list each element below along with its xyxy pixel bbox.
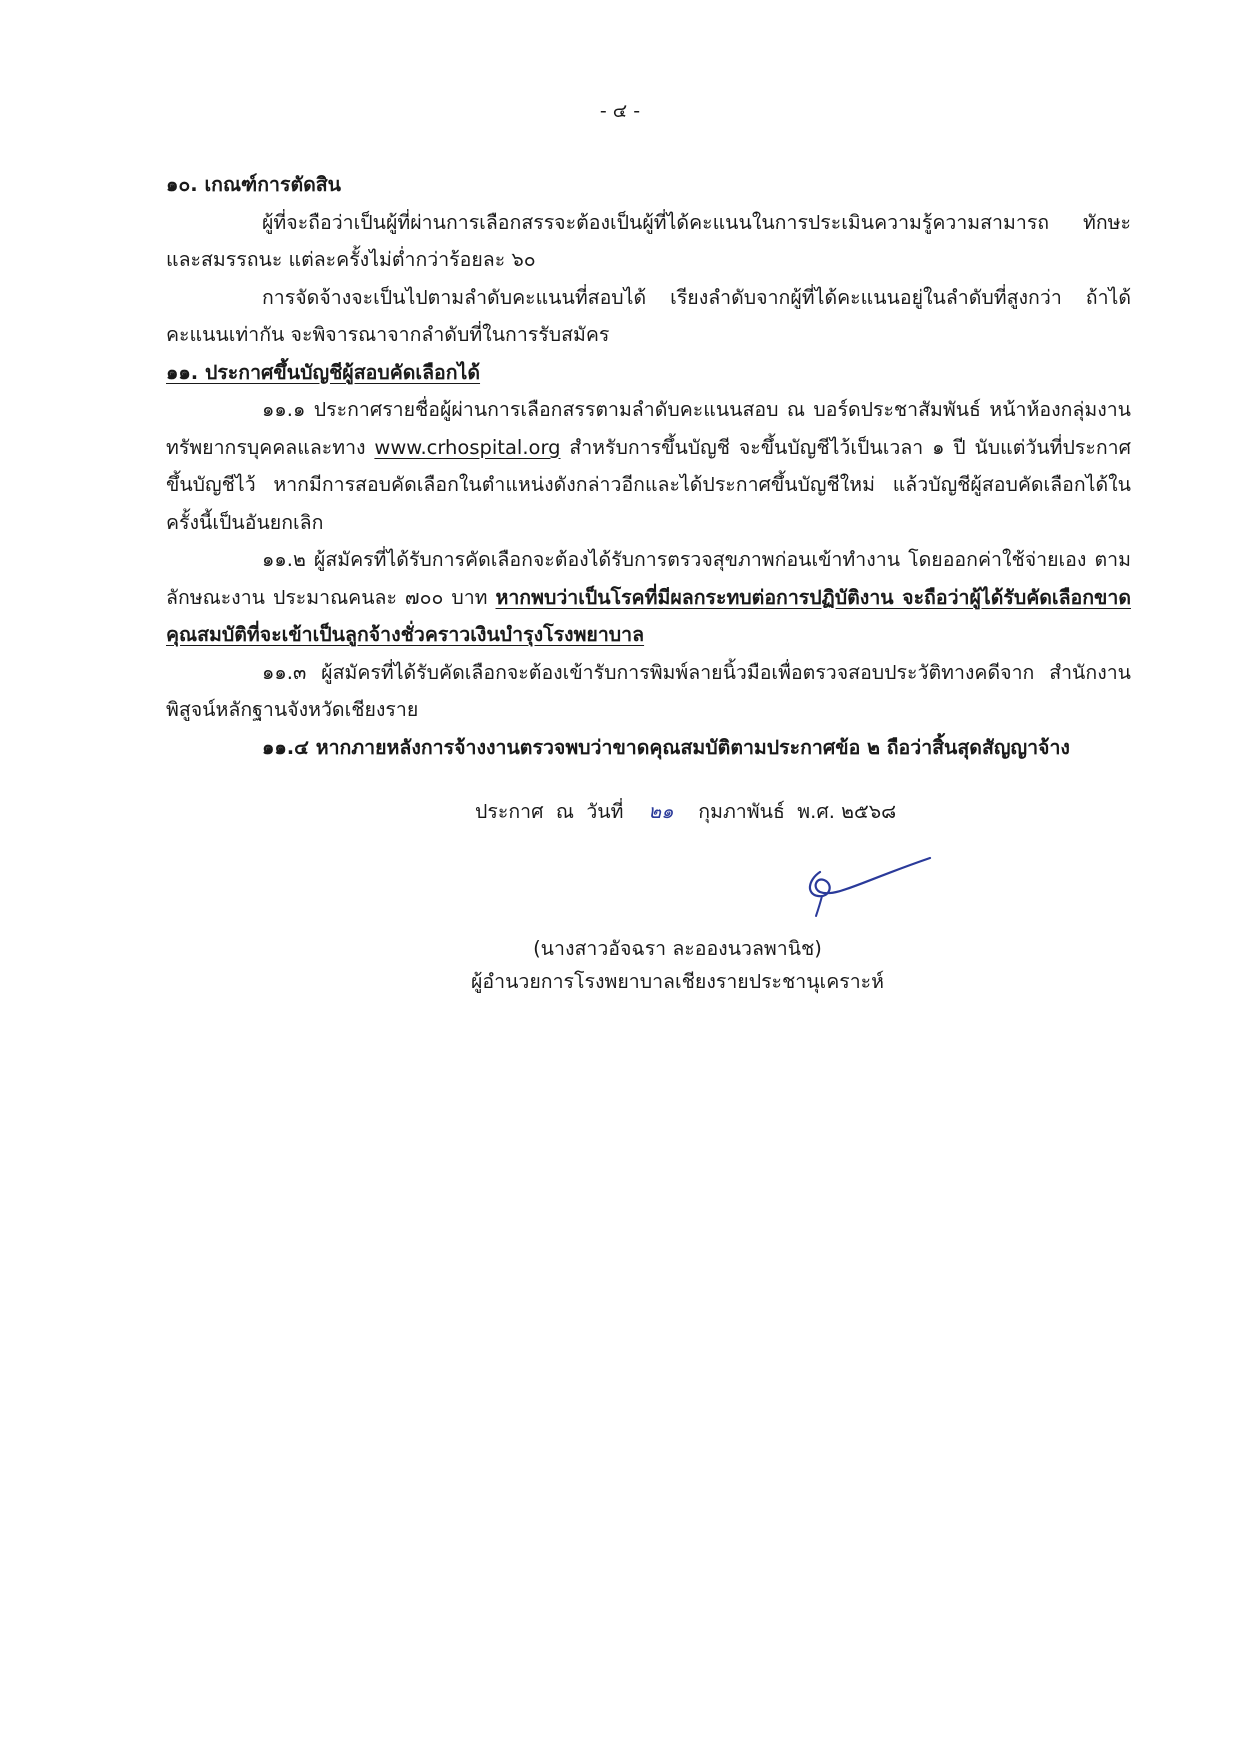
section-11-item-1 bbox=[166, 391, 1131, 541]
date-day: ๒๑ bbox=[648, 800, 674, 823]
item-2-text: ๑๑.๒ ผู้สมัครที่ได้รับการคัดเลือกจะต้องได้รับการตรวจสุขภาพก่อนเข้าทำงาน โดยออกค่าใช้จ่ายเอง ตามลักษณะงาน ประมาณคนละ ๗๐๐ บาท bbox=[166, 548, 1131, 609]
page-number: - ๔ - bbox=[599, 100, 641, 122]
signer-name: (นางสาวอัจฉรา ละอองนวลพานิช) bbox=[533, 937, 822, 960]
item-1-text-end: สำหรับการขึ้นบัญชี จะขึ้นบัญชีไว้เป็นเวลา ๑ ปี นับแต่วันที่ประกาศขึ้นบัญชีไว้ หากมีการสอบคัดเลือกในตำแหน่งดังกล่าวอีกและได้ประกาศขึ้นบัญชีใหม่ แล้วบัญชีผู้สอบคัดเลือกได้ในครั้งนี้เป็นอันยกเลิก bbox=[166, 435, 1131, 534]
section-11-item-2 bbox=[166, 541, 1131, 654]
section-10-heading: ๑๐. เกณฑ์การตัดสิน bbox=[166, 173, 342, 196]
signature-icon bbox=[790, 850, 940, 920]
hospital-website-link[interactable]: www.crhospital.org bbox=[374, 435, 561, 459]
announcement-date bbox=[475, 793, 896, 831]
section-11-item-3: ๑๑.๓ ผู้สมัครที่ได้รับคัดเลือกจะต้องเข้ารับการพิมพ์ลายนิ้วมือเพื่อตรวจสอบประวัติทางคดีจาก สำนักงานพิสูจน์หลักฐานจังหวัดเชียงราย bbox=[166, 660, 1131, 721]
item-1-text-start: ๑๑.๑ ประกาศรายชื่อผู้ผ่านการเลือกสรรตามลำดับคะแนนสอบ ณ บอร์ดประชาสัมพันธ์ หน้าห้องกลุ่มงานทรัพยากรบุคคลและทาง bbox=[166, 398, 1131, 459]
section-10-paragraph-2: การจัดจ้างจะเป็นไปตามลำดับคะแนนที่สอบได้ เรียงลำดับจากผู้ที่ได้คะแนนอยู่ในลำดับที่สูงกว่า ถ้าได้คะแนนเท่ากัน จะพิจารณาจากลำดับที่ในการรับสมัคร bbox=[166, 285, 1131, 346]
section-11-heading: ๑๑. ประกาศขึ้นบัญชีผู้สอบคัดเลือกได้ bbox=[166, 360, 481, 384]
section-10-paragraph-1: ผู้ที่จะถือว่าเป็นผู้ที่ผ่านการเลือกสรรจะต้องเป็นผู้ที่ได้คะแนนในการประเมินความรู้ความสามารถ ทักษะ และสมรรถนะ แต่ละครั้งไม่ต่ำกว่าร้อยละ ๖๐ bbox=[166, 210, 1131, 271]
document-body bbox=[166, 166, 1131, 766]
date-year: พ.ศ. ๒๕๖๘ bbox=[797, 800, 897, 823]
date-prefix: ประกาศ ณ วันที่ bbox=[475, 800, 624, 823]
date-month: กุมภาพันธ์ bbox=[698, 800, 785, 823]
signer-title: ผู้อำนวยการโรงพยาบาลเชียงรายประชานุเคราะห์ bbox=[471, 970, 884, 993]
item-2-emphasis: หากพบว่าเป็นโรคที่มีผลกระทบต่อการปฏิบัติงาน จะถือว่าผู้ได้รับคัดเลือกขาดคุณสมบัติที่จะเข้าเป็นลูกจ้างชั่วคราวเงินบำรุงโรงพยาบาล bbox=[166, 585, 1131, 646]
section-11-item-4: ๑๑.๔ หากภายหลังการจ้างงานตรวจพบว่าขาดคุณสมบัติตามประกาศข้อ ๒ ถือว่าสิ้นสุดสัญญาจ้าง bbox=[262, 735, 1070, 759]
